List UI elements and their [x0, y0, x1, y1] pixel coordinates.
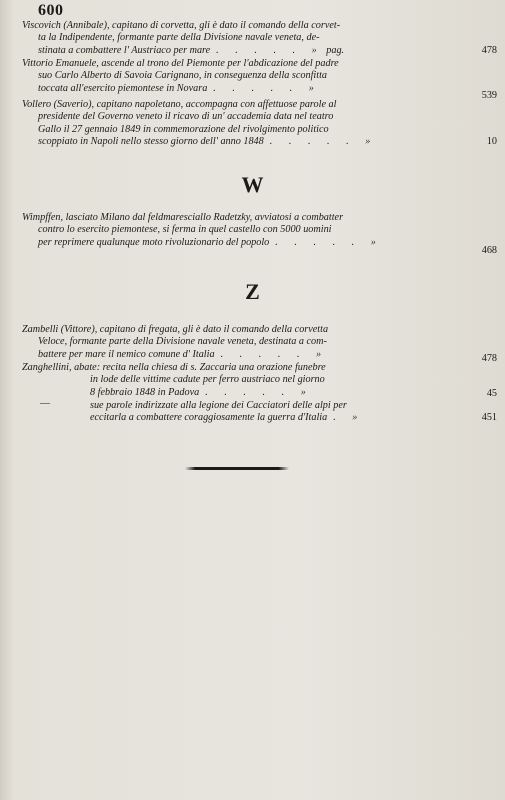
index-entry-zanghellini — [22, 362, 462, 399]
em-dash-marker: — — [40, 398, 50, 409]
index-entry-zambelli — [22, 324, 462, 361]
entry-line: eccitarla a combattere coraggiosamente la guerra d'Italia . » — [90, 412, 365, 424]
index-entry-viscovich — [22, 20, 462, 57]
entry-page-ref: 10 — [486, 136, 497, 147]
leader-dots: . » — [333, 412, 365, 424]
entry-page-ref: 45 — [486, 388, 497, 399]
entry-line: Wimpffen, lasciato Milano dal feldmaresciallo Radetzky, avviatosi a combatter — [22, 212, 344, 223]
leader-dots: . . . . . » — [205, 386, 313, 398]
entry-line: Gallo il 27 gennaio 1849 in commemorazione del rivolgimento politico — [38, 123, 329, 135]
leader-dots: . . . . . » — [269, 136, 378, 148]
entry-line: in lode delle vittime cadute per ferro austriaco nel giorno — [90, 374, 325, 386]
leader-dots: . . . . . » — [275, 236, 383, 248]
leader-dots: . . . . . » — [220, 348, 329, 360]
entry-line: sue parole indirizzate alla legione dei Cacciatori delle alpi per — [90, 400, 347, 411]
leader-dots: . . . . . » — [213, 82, 321, 94]
pag-abbrev: pag. — [326, 44, 345, 56]
closing-ornamental-rule — [185, 467, 289, 470]
entry-page-ref: 478 — [481, 45, 497, 56]
entry-line: scoppiato in Napoli nello stesso giorno dell' anno 1848 . . . . . » — [38, 136, 378, 148]
entry-line: battere per mare il nemico comune d' Italia . . . . . » — [38, 348, 329, 360]
entry-line: Viscovich (Annibale), capitano di corvetta, gli è dato il comando della corvet- — [22, 20, 341, 31]
page-number: 600 — [38, 2, 64, 19]
entry-line: per reprimere qualunque moto rivoluzionario del popolo . . . . . » — [38, 236, 383, 248]
section-letter-z: Z — [245, 279, 260, 304]
entry-line: Vittorio Emanuele, ascende al trono del Piemonte per l'abdicazione del padre — [22, 58, 339, 69]
index-subentry-zanghellini — [90, 400, 460, 425]
entry-line: Zambelli (Vittore), capitano di fregata, gli è dato il comando della corvetta — [22, 324, 329, 335]
entry-line: 8 febbraio 1848 in Padova . . . . . » — [90, 386, 313, 398]
entry-line: ta la Indipendente, formante parte della Divisione navale veneta, de- — [38, 32, 320, 44]
entry-line: stinata a combattere l' Austriaco per mare . . . . . » pag. — [38, 44, 345, 56]
entry-line: suo Carlo Alberto di Savoia Carignano, in conseguenza della sconfitta — [38, 70, 328, 82]
entry-line: presidente del Governo veneto il ricavo di un' accademia data nel teatro — [38, 111, 334, 123]
entry-line: Vollero (Saverio), capitano napoletano, accompagna con affettuose parole al — [22, 99, 337, 110]
index-entry-vollero — [22, 99, 462, 149]
entry-line: Veloce, formante parte della Divisione navale veneta, destinata a com- — [38, 336, 327, 348]
entry-page-ref: 478 — [481, 353, 497, 364]
section-letter-w: W — [241, 172, 264, 197]
entry-line: contro lo esercito piemontese, si ferma in quel castello con 5000 uomini — [38, 224, 332, 236]
entry-line: toccata all'esercito piemontese in Novara . . . . . » — [38, 82, 321, 94]
leader-dots: . . . . . » — [216, 44, 324, 56]
index-entry-vittorio-emanuele — [22, 58, 462, 95]
entry-page-ref: 539 — [481, 90, 497, 101]
entry-page-ref: 468 — [481, 245, 497, 256]
entry-line: Zanghellini, abate: recita nella chiesa di s. Zaccaria una orazione funebre — [22, 362, 326, 373]
entry-page-ref: 451 — [481, 412, 497, 423]
index-entry-wimpffen — [22, 212, 462, 249]
